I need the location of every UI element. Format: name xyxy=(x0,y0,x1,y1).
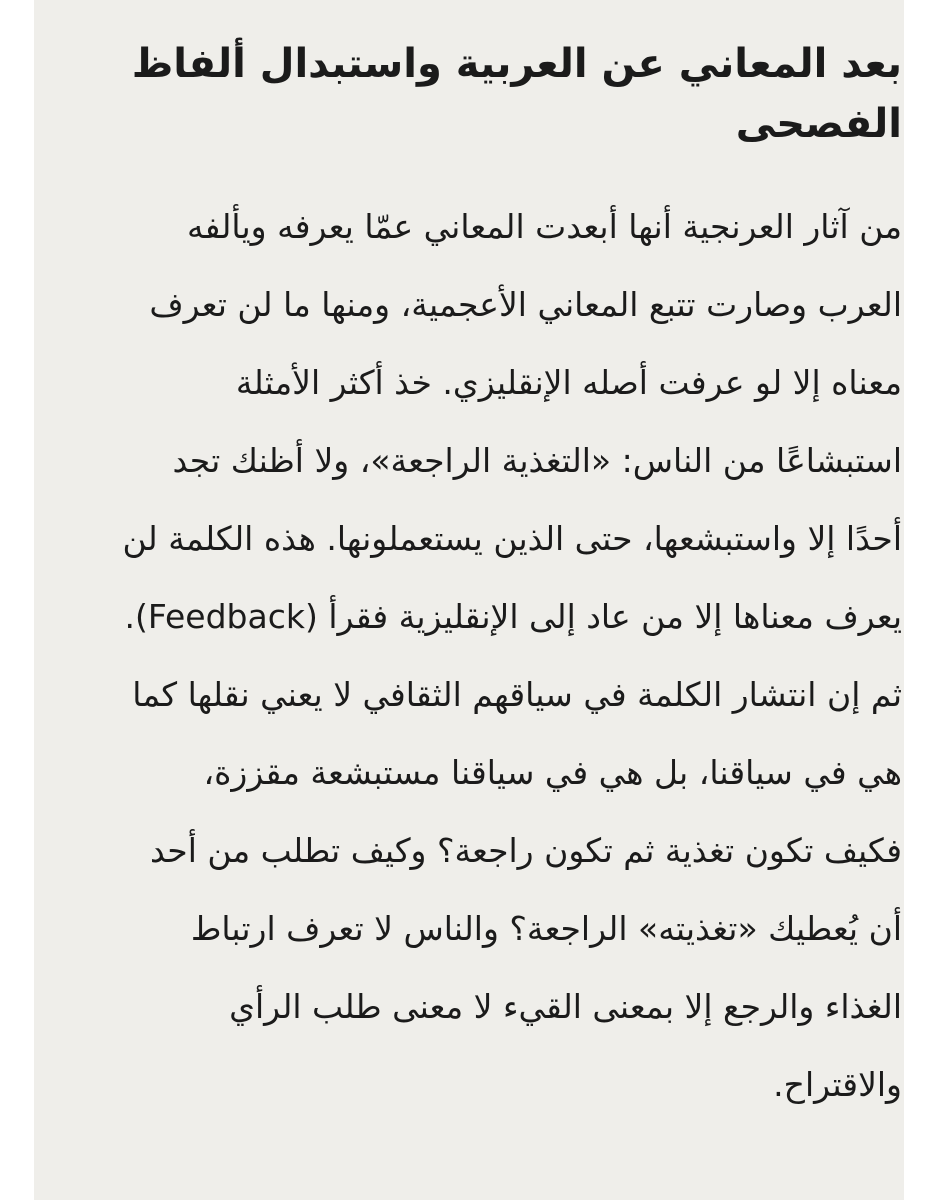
article-body: من آثار العرنجية أنها أبعدت المعاني عمّا يعرفه ويألفه العرب وصارت تتبع المعاني الأعجمية، ومنها ما لن تعرف معناه إلا لو عرفت أصله الإنقليزي. خذ أكثر الأمثلة استبشاعًا من الناس: «التغذية الراجعة»، ولا أظنك تجد أحدًا إلا واستبشعها، حتى الذين يستعملونها. هذه الكلمة لن يعرف معناها إلا من عاد إلى الإنقليزية فقرأ (Feedback). ثم إن انتشار الكلمة في سياقهم الثقافي لا يعني نقلها كما هي في سياقنا، بل هي في سياقنا مستبشعة مقززة، فكيف تكون تغذية ثم تكون راجعة؟ وكيف تطلب من أحد أن يُعطيك «تغذيته» الراجعة؟ والناس لا تعرف ارتباط الغذاء والرجع إلا بمعنى القيء لا معنى طلب الرأي والاقتراح. xyxy=(122,207,902,1104)
article-title: بعد المعاني عن العربية واستبدال ألفاظ الفصحى xyxy=(131,41,902,147)
article-page[interactable] xyxy=(34,0,904,1200)
article-content xyxy=(122,34,902,1124)
vertical-scrollbar[interactable] xyxy=(926,0,934,1200)
